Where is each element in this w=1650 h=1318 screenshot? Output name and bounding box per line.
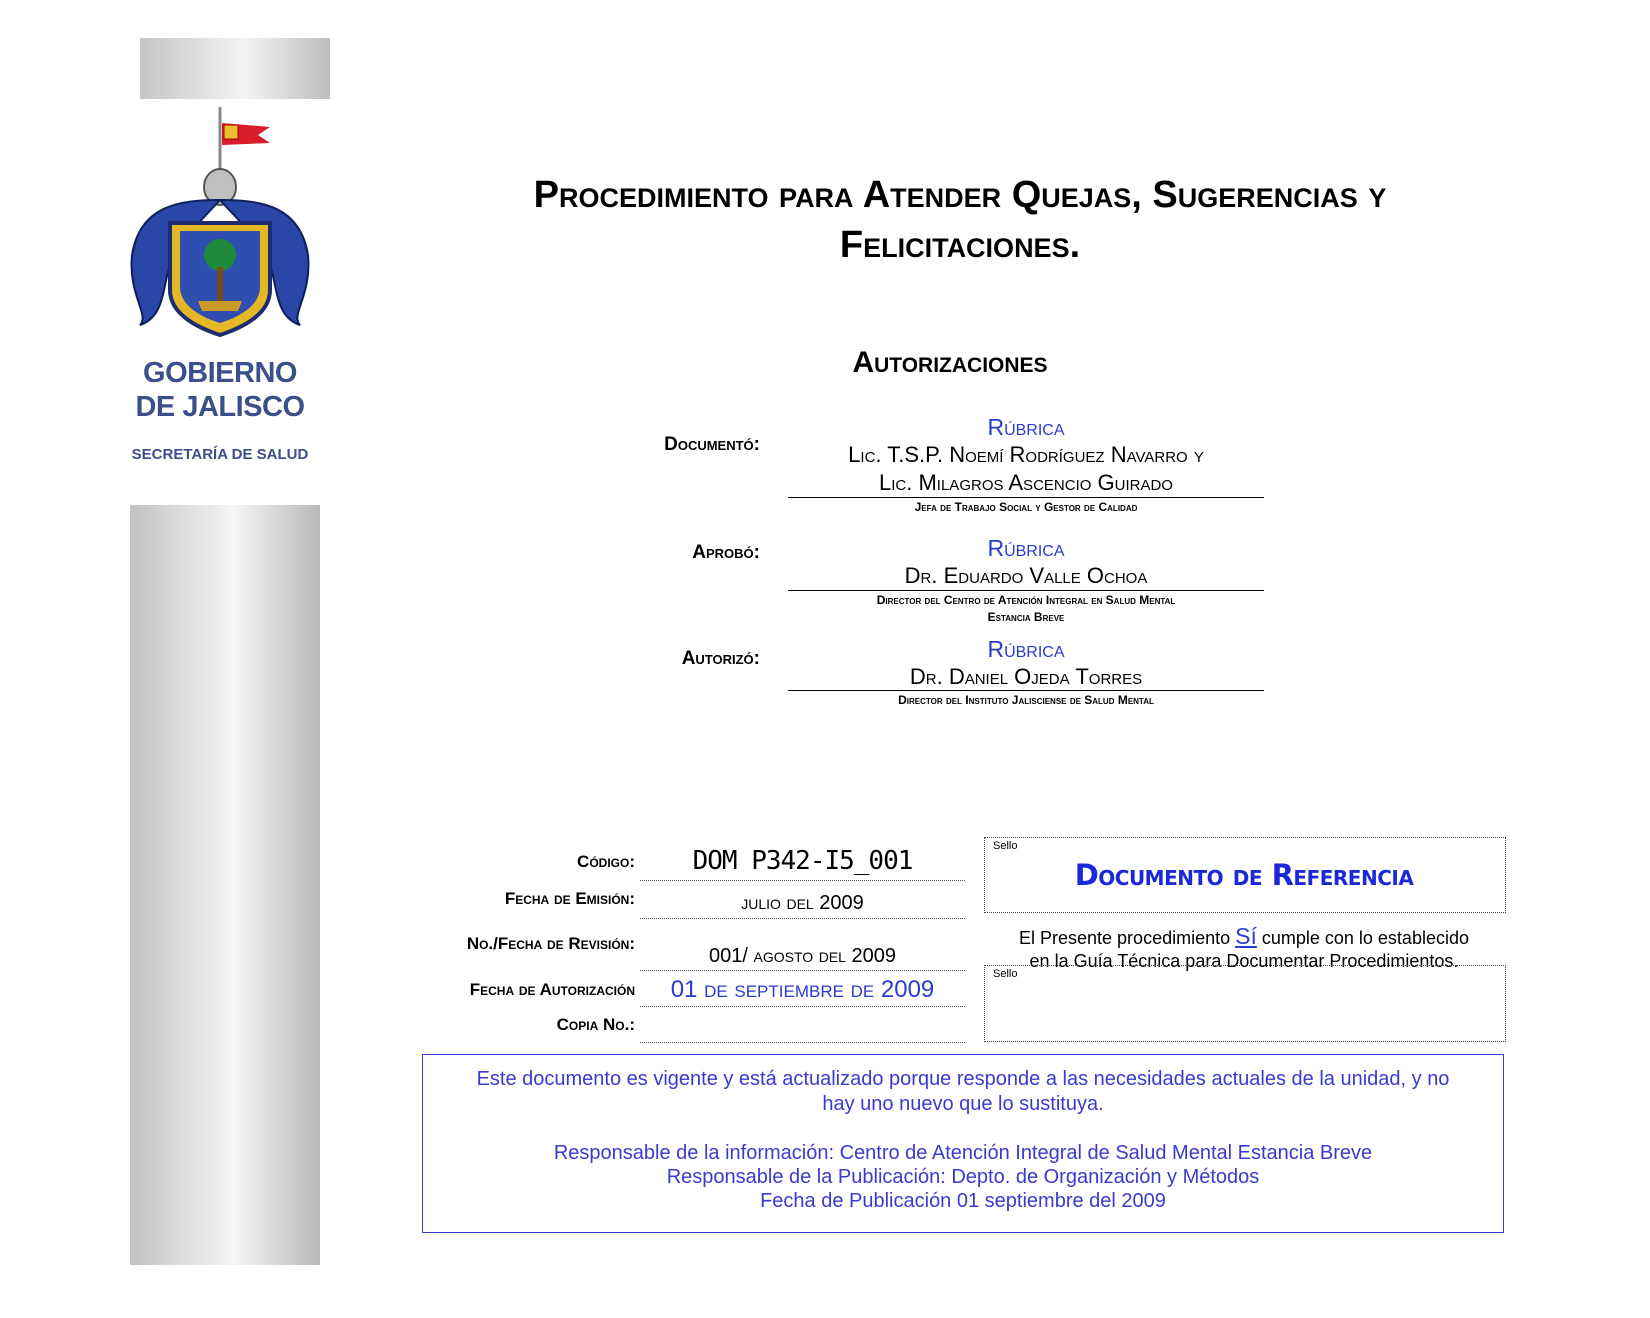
- documento-rubrica: Rúbrica: [987, 414, 1065, 440]
- autorizo-label: Autorizó:: [681, 648, 760, 669]
- documento-position: Jefa de Trabajo Social y Gestor de Calidad: [914, 500, 1138, 514]
- autorizacion-line: [640, 1006, 965, 1007]
- document-title: [420, 170, 1500, 270]
- cumple-post: cumple con lo establecido: [1256, 928, 1469, 948]
- codigo-value: DOM P342-I5_001: [692, 846, 913, 876]
- sidebar-top-bar: [140, 38, 330, 99]
- cumple-pre: El Presente procedimiento: [1019, 928, 1236, 948]
- aprobo-signature-block: [788, 534, 1264, 590]
- cumple-si: Sí: [1235, 923, 1257, 949]
- sello-box-bottom: [984, 965, 1506, 1042]
- aprobo-rubrica: Rúbrica: [987, 535, 1065, 561]
- cumple-line2: en la Guía Técnica para Documentar Procedimientos.: [1029, 951, 1459, 971]
- gov-line1: GOBIERNO: [143, 357, 297, 389]
- autorizo-position: Director del Instituto Jalisciense de Salud Mental: [898, 693, 1154, 707]
- cumple-line1: [984, 925, 1504, 950]
- documento-signature-line: [788, 497, 1264, 498]
- vigencia-info-box: [422, 1054, 1504, 1233]
- codigo-line: [640, 880, 965, 881]
- info-line3: Responsable de la información: Centro de Atención Integral de Salud Mental Estancia Breve: [553, 1142, 1373, 1164]
- autorizo-name: Dr. Daniel Ojeda Torres: [909, 664, 1143, 689]
- revision-line: [640, 970, 965, 971]
- revision-value: 001/ agosto del 2009: [709, 945, 896, 967]
- documento-name-1: Lic. T.S.P. Noemí Rodríguez Navarro y: [848, 442, 1204, 467]
- codigo-label: Código:: [577, 852, 635, 871]
- info-line1: Este documento es vigente y está actualizado porque responde a las necesidades actuales de la unidad, y no: [476, 1068, 1450, 1090]
- autorizo-signature-block: [788, 635, 1264, 691]
- aprobo-signature-line: [788, 590, 1264, 591]
- info-line4: Responsable de la Publicación: Depto. de Organización y Métodos: [666, 1166, 1260, 1188]
- revision-label: No./Fecha de Revisión:: [466, 934, 635, 953]
- autorizo-rubrica: Rúbrica: [987, 636, 1065, 662]
- aprobo-position: [788, 592, 1264, 626]
- emision-value: julio del 2009: [741, 892, 864, 914]
- documento-name-2: Lic. Milagros Ascencio Guirado: [879, 470, 1173, 495]
- autorizacion-value: 01 de septiembre de 2009: [670, 976, 935, 1003]
- copia-label: Copia No.:: [556, 1015, 635, 1034]
- government-name: [120, 356, 320, 424]
- emision-label: Fecha de Emisión:: [504, 889, 635, 908]
- title-line1: Procedimiento para Atender Quejas, Sugerencias y: [533, 174, 1387, 216]
- autorizacion-label: Fecha de Autorización: [469, 980, 635, 999]
- title-line2: Felicitaciones.: [839, 224, 1081, 266]
- aprobo-position-1: Director del Centro de Atención Integral en Salud Mental: [876, 593, 1176, 607]
- autorizo-signature-line: [788, 690, 1264, 691]
- aprobo-label: Aprobó:: [692, 542, 760, 563]
- gov-line2: DE JALISCO: [135, 391, 305, 423]
- copia-line: [640, 1042, 965, 1043]
- sello-label-bottom: Sello: [993, 968, 1018, 980]
- sidebar-gradient-bar: [130, 505, 320, 1265]
- info-line5: Fecha de Publicación 01 septiembre del 2009: [760, 1190, 1166, 1212]
- documento-referencia-text: Documento de Referencia: [1074, 858, 1414, 892]
- documento-label: Documentó:: [664, 434, 760, 455]
- aprobo-name: Dr. Eduardo Valle Ochoa: [904, 563, 1148, 588]
- info-line2: hay uno nuevo que lo sustituya.: [822, 1093, 1104, 1115]
- secretaria-label: SECRETARÍA DE SALUD: [131, 446, 309, 463]
- aprobo-position-2: Estancia Breve: [987, 610, 1065, 624]
- sello-label-top: Sello: [993, 840, 1018, 852]
- documento-signature-block: [788, 413, 1264, 497]
- emision-line: [640, 918, 965, 919]
- jalisco-coat-of-arms-logo: [120, 105, 320, 345]
- autorizaciones-heading: Autorizaciones: [852, 346, 1048, 379]
